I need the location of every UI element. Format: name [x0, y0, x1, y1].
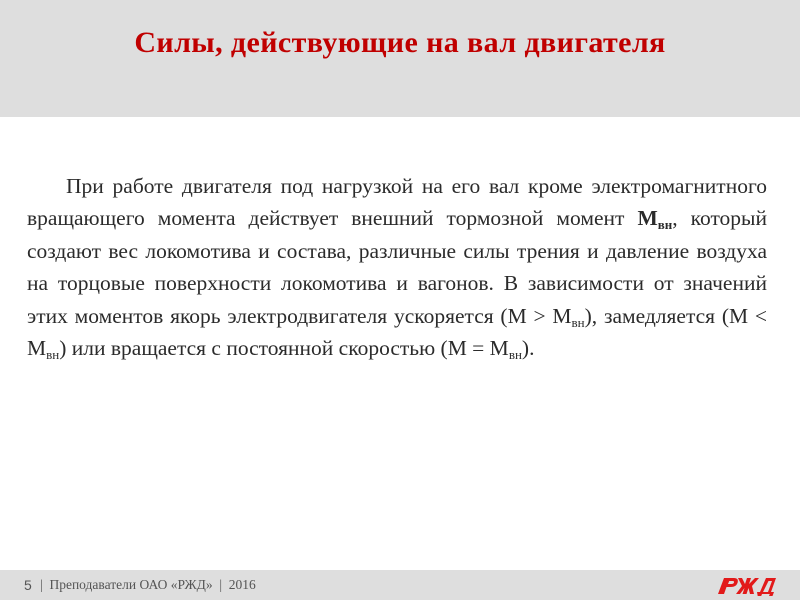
- moment-symbol: [637, 206, 673, 233]
- moment-symbol-letter: М: [637, 206, 658, 231]
- page-number: 5: [24, 577, 32, 593]
- body-text-segment: ).: [521, 336, 535, 361]
- footer-text: | Преподаватели ОАО «РЖД» | 2016: [40, 577, 256, 592]
- moment-subscript: вн: [657, 217, 673, 233]
- rzd-logo-icon: [716, 574, 782, 596]
- body-text-segment: ), замедляется (М < М: [27, 303, 768, 361]
- body-text-segment: При работе двигателя под нагрузкой на его вал кроме электромагнитного вращающего момента действует внешний тормозной момент: [27, 174, 767, 231]
- moment-subscript: вн: [571, 314, 585, 330]
- moment-subscript: вн: [508, 347, 522, 363]
- slide-title: Силы, действующие на вал двигателя: [134, 26, 666, 59]
- body-paragraph: [27, 170, 767, 364]
- body-text-segment: , который создают вес локомотива и состава, различные силы трения и давление воздуха на торцовые поверхности локомотива и вагонов. В зависимости от значений этих моментов якорь электродвигателя ускоряется (М > М: [27, 206, 768, 328]
- body-text-segment: ) или вращается с постоянной скоростью (М = М: [59, 336, 509, 361]
- moment-subscript: вн: [46, 347, 60, 363]
- title-band: [0, 0, 800, 117]
